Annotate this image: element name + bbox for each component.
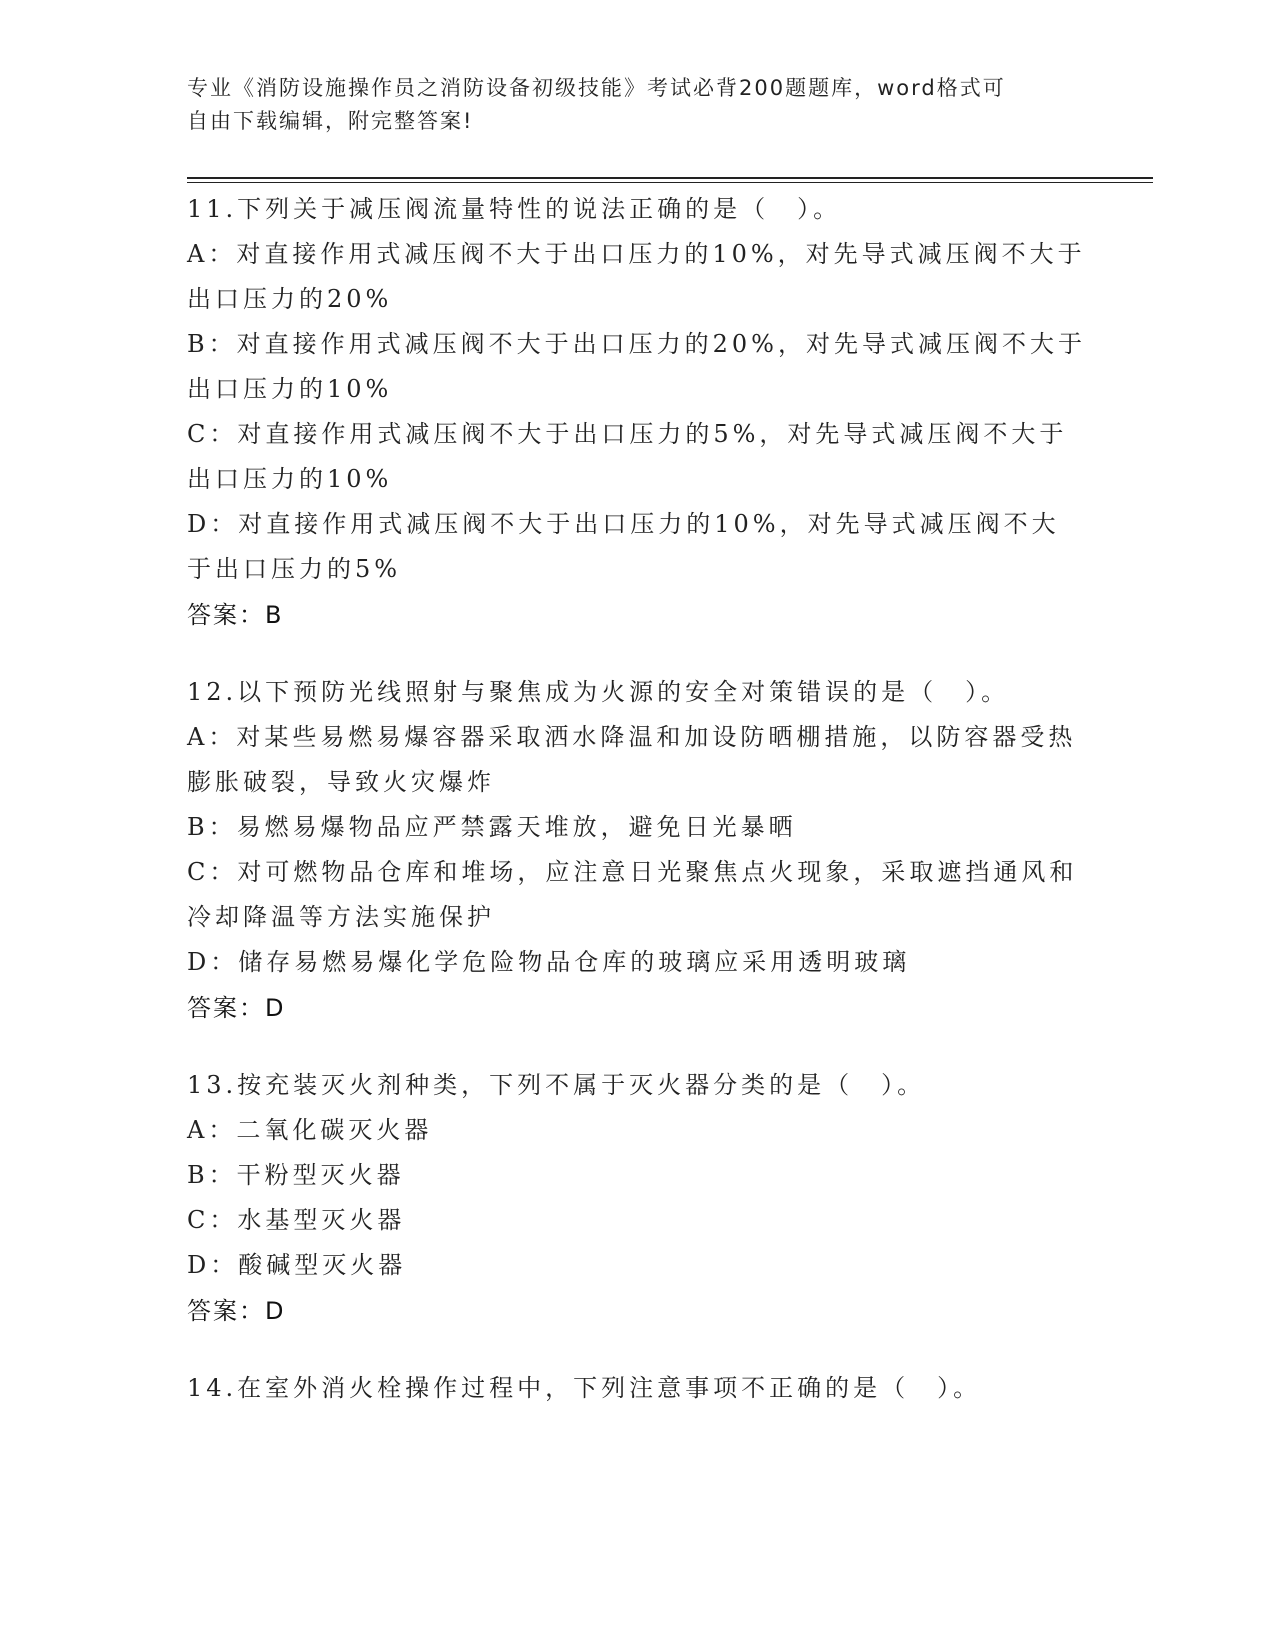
answer: 答案：D — [187, 994, 286, 1022]
answer: 答案：D — [187, 1297, 286, 1325]
question-stem: 13.按充装灭火剂种类，下列不属于灭火器分类的是（ ）。 — [187, 1071, 926, 1099]
option-c: C：水基型灭火器 — [187, 1206, 406, 1234]
question-14 — [187, 1366, 1087, 1411]
question-stem: 11.下列关于减压阀流量特性的说法正确的是（ ）。 — [187, 195, 842, 223]
option-d: D：对直接作用式减压阀不大于出口压力的10%，对先导式减压阀不大于出口压力的5% — [187, 510, 1060, 583]
option-c: C：对可燃物品仓库和堆场，应注意日光聚焦点火现象，采取遮挡通风和冷却降温等方法实施保护 — [187, 858, 1078, 931]
question-stem: 14.在室外消火栓操作过程中，下列注意事项不正确的是（ ）。 — [187, 1374, 982, 1402]
question-13 — [187, 1063, 1087, 1334]
answer: 答案：B — [187, 601, 284, 629]
option-a: A：对某些易燃易爆容器采取洒水降温和加设防晒棚措施，以防容器受热膨胀破裂，导致火灾爆炸 — [187, 723, 1077, 796]
question-11 — [187, 187, 1087, 638]
option-c: C：对直接作用式减压阀不大于出口压力的5%，对先导式减压阀不大于出口压力的10% — [187, 420, 1068, 493]
question-stem: 12.以下预防光线照射与聚焦成为火源的安全对策错误的是（ ）。 — [187, 678, 1010, 706]
header-divider — [187, 177, 1153, 179]
option-a: A：对直接作用式减压阀不大于出口压力的10%，对先导式减压阀不大于出口压力的20% — [187, 240, 1086, 313]
option-b: B：干粉型灭火器 — [187, 1161, 405, 1189]
option-b: B：对直接作用式减压阀不大于出口压力的20%，对先导式减压阀不大于出口压力的10% — [187, 330, 1086, 403]
question-list — [187, 187, 1087, 1443]
header-line-1: 专业《消防设施操作员之消防设备初级技能》考试必背200题题库，word格式可 — [187, 76, 1006, 100]
document-header — [187, 72, 1067, 138]
header-line-2: 自由下载编辑，附完整答案! — [187, 109, 474, 133]
option-b: B：易燃易爆物品应严禁露天堆放，避免日光暴晒 — [187, 813, 797, 841]
question-12 — [187, 670, 1087, 1031]
option-a: A：二氧化碳灭火器 — [187, 1116, 433, 1144]
header-divider-thin — [187, 182, 1153, 183]
option-d: D：储存易燃易爆化学危险物品仓库的玻璃应采用透明玻璃 — [187, 948, 911, 976]
option-d: D：酸碱型灭火器 — [187, 1251, 407, 1279]
